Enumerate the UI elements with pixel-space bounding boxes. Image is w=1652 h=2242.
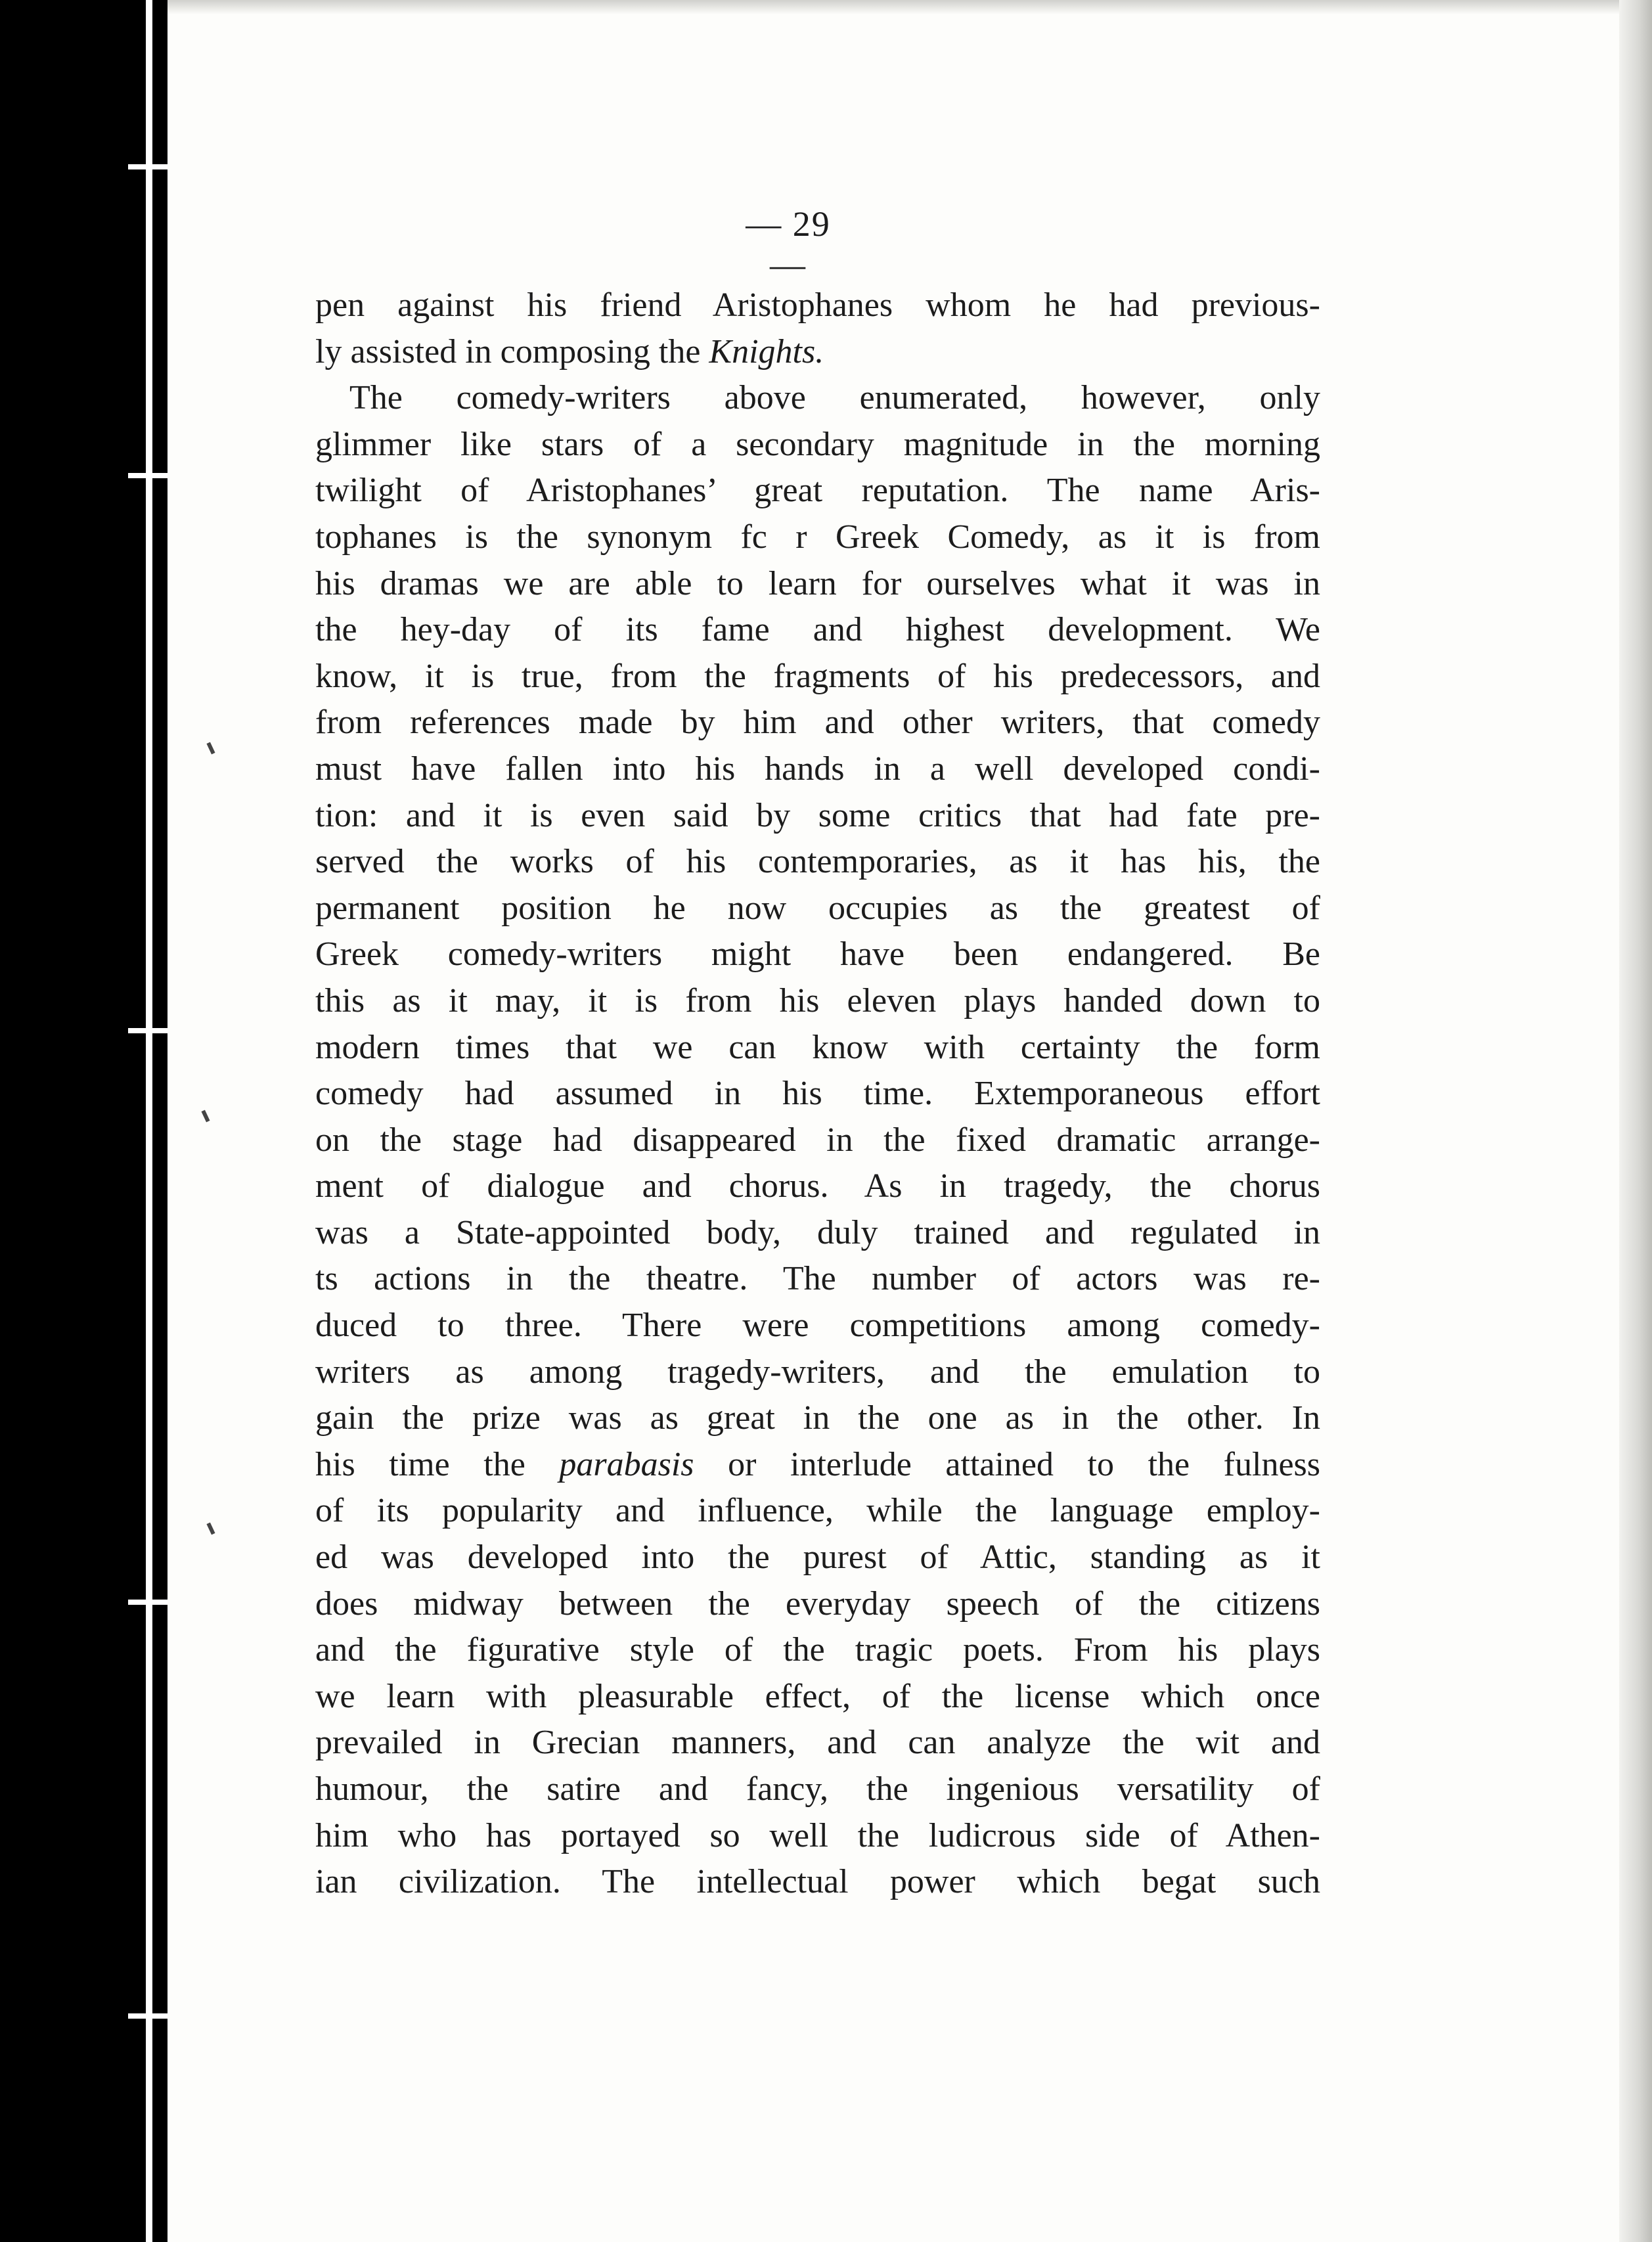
text-line: and the figurative style of the tragic poets. From his plays <box>315 1631 1320 1669</box>
page-right-edge <box>1619 0 1652 2242</box>
text-line <box>315 329 1320 376</box>
text-line: served the works of his contemporaries, as it has his, the <box>315 843 1320 881</box>
text-line: ts actions in the theatre. The number of actors was re- <box>315 1260 1320 1298</box>
italic-term: parabasis <box>559 1445 694 1483</box>
text-line: tion: and it is even said by some critics that had fate pre- <box>315 796 1320 834</box>
binding-mark <box>128 1600 167 1605</box>
text-line: Greek comedy-writers might have been endangered. Be <box>315 935 1320 974</box>
text-line: twilight of Aristophanes’ great reputation. The name Aris- <box>315 472 1320 510</box>
text-line: prevailed in Grecian manners, and can analyze the wit and <box>315 1724 1320 1762</box>
scan-left-margin <box>0 0 167 2242</box>
page-number: — 29 — <box>746 204 831 284</box>
text-line: ed was developed into the purest of Attic, standing as it <box>315 1538 1320 1577</box>
text-line: the hey-day of its fame and highest development. We <box>315 611 1320 649</box>
text-line: does midway between the everyday speech of the citizens <box>315 1584 1320 1623</box>
binding-mark <box>128 473 167 478</box>
binding-mark <box>128 1028 167 1033</box>
text-line: writers as among tragedy-writers, and the emulation to <box>315 1353 1320 1391</box>
text-line: must have fallen into his hands in a well developed condi- <box>315 750 1320 788</box>
body-text <box>315 282 1320 1906</box>
text-line: his dramas we are able to learn for ourselves what it was in <box>315 564 1320 602</box>
paragraph-start-line: The comedy-writers above enumerated, however, only <box>349 379 1320 417</box>
text-line: him who has portayed so well the ludicrous side of Athen- <box>315 1816 1320 1854</box>
binding-mark <box>128 2013 167 2019</box>
text-line: was a State-appointed body, duly trained and regulated in <box>315 1213 1320 1251</box>
text-line: duced to three. There were competitions among comedy- <box>315 1307 1320 1345</box>
text-line: modern times that we can know with certainty the form <box>315 1028 1320 1066</box>
binding-line <box>146 0 152 2242</box>
text-line <box>315 1442 1320 1489</box>
text-line: humour, the satire and fancy, the ingenious versatility of <box>315 1770 1320 1808</box>
text-fragment: ly assisted in composing the <box>315 332 709 370</box>
text-line: ment of dialogue and chorus. As in tragedy, the chorus <box>315 1167 1320 1205</box>
text-line: on the stage had disappeared in the fixed dramatic arrange- <box>315 1121 1320 1159</box>
text-fragment: or interlude attained to the fulness <box>694 1445 1320 1483</box>
text-line: tophanes is the synonym fc r Greek Comedy, as it is from <box>315 518 1320 556</box>
text-line: glimmer like stars of a secondary magnitude in the morning <box>315 425 1320 463</box>
text-line: ian civilization. The intellectual power which begat such <box>315 1863 1320 1901</box>
text-line: permanent position he now occupies as the greatest of <box>315 889 1320 927</box>
text-line: comedy had assumed in his time. Extemporaneous effort <box>315 1075 1320 1113</box>
text-line: gain the prize was as great in the one as in the other. In <box>315 1399 1320 1437</box>
page-top-edge <box>167 0 1619 14</box>
text-line: this as it may, it is from his eleven plays handed down to <box>315 981 1320 1020</box>
text-line: we learn with pleasurable effect, of the license which once <box>315 1677 1320 1715</box>
italic-title: Knights. <box>709 332 824 370</box>
text-fragment: his time the <box>315 1445 560 1483</box>
text-line: from references made by him and other writers, that comedy <box>315 704 1320 742</box>
text-line: know, it is true, from the fragments of his predecessors, and <box>315 657 1320 695</box>
text-line: pen against his friend Aristophanes whom he had previous- <box>315 286 1320 324</box>
binding-mark <box>128 164 167 169</box>
text-line: of its popularity and influence, while the language employ- <box>315 1492 1320 1530</box>
